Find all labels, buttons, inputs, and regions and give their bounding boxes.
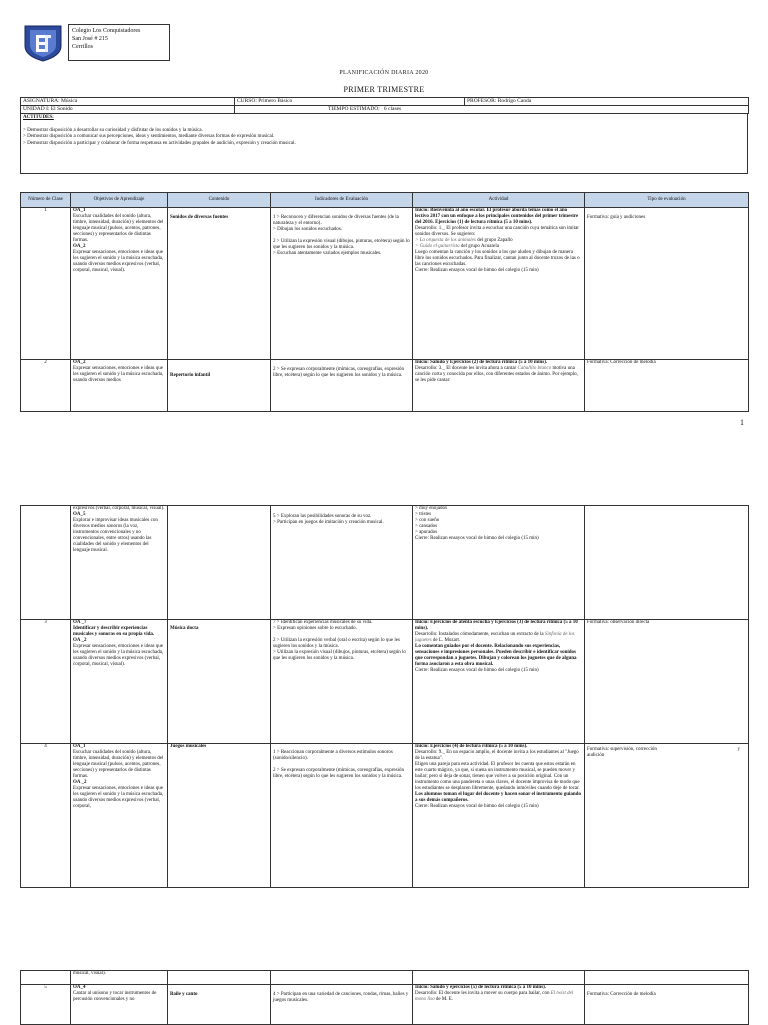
indicador: 1 > Reaccionan corporalmente a diversos estímulos sonoros (sonido/silencio). — [273, 750, 393, 761]
contenido-cell — [168, 971, 271, 985]
plan-title: PLANIFICACIÓN DIARIA 2020 — [339, 70, 429, 76]
oa-text: Explorar e improvisar ideas musicales con diversos medios sonoros (la voz, instrumentos convencionales y no convencionales, entre otros) usando las cualidades del sonido y elementos del lenguaje musical. — [73, 518, 158, 553]
school-name: Colegio Los Conquistadores — [72, 28, 141, 34]
actitud-2: > Demostrar disposición a comunicar sus percepciones, ideas y sentimientos, mediante diversas formas de expresión musical. — [23, 134, 275, 139]
tipo-text: audición — [587, 753, 605, 758]
oa-text: Expresar sensaciones, emociones e ideas que les sugieren el sonido y la música escuchada, usando diversos medios expresivos (verbal, corporal, — [73, 786, 164, 809]
indicador: > Dibujan los sonidos escuchados. — [273, 227, 343, 232]
asignatura-cell: ASIGNATURA: Música — [21, 98, 235, 106]
list-item: > apurados — [415, 530, 438, 535]
oa-code: OA_2 — [73, 360, 86, 365]
act-body-bold: Los alumnos toman el lugar del docente y hacen sonar el instrumento guiando a sus demás compañeros. — [415, 792, 581, 803]
actividad-cell — [413, 744, 585, 888]
tipo-cell: Formativa: Corrección de melodía — [585, 985, 749, 1025]
act-inicio: Inicio: Ejercicios de atenta escucha y Ejercicios (3) de lectura rítmica (5 a 10 mins). — [415, 620, 578, 631]
actitud-3: > Demostrar disposición a participar y colaborar de forma respetuosa en actividades grupales de audición, expresión y creación musical. — [23, 140, 296, 146]
oa-text: Expresar sensaciones, emociones e ideas que les sugieren el sonido y la música escuchada, usando diversos medios expresivos (verbal, corporal, musical, visual). — [73, 644, 164, 667]
act-body: Lo comentan guiados por el docente. Relacionando sus experiencias, sensaciones e impresiones personales. Pueden describir e identificar sonidos que correspondan a juguetes. Dibujan y colorean los juguetes que de alguna forma asociaron a esta obra musical. — [415, 644, 577, 667]
list-item: > cansados — [415, 524, 438, 529]
indicador: > Participan en juegos de imitación y creación musical. — [273, 520, 384, 525]
indicadores-cell — [271, 208, 413, 360]
tipo-cell: Formativa: Corrección de melodía — [585, 360, 749, 412]
objetivos-cell — [71, 208, 168, 360]
planning-table-part-1 — [20, 192, 749, 412]
table-row — [21, 985, 749, 1025]
tiempo-label: TIEMPO ESTIMADO: — [328, 106, 380, 112]
act-cierre: Cierre: Realizan ensayos vocal de himno del colegio (15 min) — [415, 536, 539, 541]
school-address: San José # 215 — [72, 36, 108, 42]
objetivos-cell — [71, 360, 168, 412]
oa-code: OA _2 — [73, 638, 87, 643]
indicadores-cell — [271, 744, 413, 888]
header-indicadores: Indicadores de Evaluación — [271, 193, 413, 208]
page-number: 1 — [740, 418, 744, 427]
table-row — [21, 360, 749, 412]
act-inicio: Inicio: Saludo y ejercicios (5) de lectura rítmica (5 a 10 mins). — [415, 985, 546, 990]
oa-text: Identificar y describir experiencias musicales y sonoras en su propia vida. — [73, 626, 155, 637]
act-desarrollo: Desarrollo: Instalados cómodamente, escuchan un extracto de la — [415, 632, 544, 637]
tipo-text: Formativa: supervisión, corrección — [587, 747, 657, 752]
table-row — [21, 744, 749, 888]
tipo-cell: Formativa: observación directa — [585, 620, 749, 744]
indicadores-cell — [271, 506, 413, 620]
oa-text: Cantar al unísono y tocar instrumentos de percusión convencionales y no — [73, 991, 157, 1002]
song-tail: motiva una canción corta y conocida por ellos, con diferentes estados de ánimo. Por ejemplo, se les pide cantar: — [415, 366, 578, 383]
tiempo-cell — [235, 106, 749, 114]
oa-text: expresivos (verbal, corporal, musical, visual). — [73, 506, 165, 511]
actitudes-box — [20, 114, 748, 174]
act-body: Luego comentan la canción y los sonidos a los que aluden y dibujan de manera libre los sonidos escuchados. Para finalizar, cantan junto al docente trozos de las o las canciones escuchadas. — [415, 250, 580, 267]
oa-text: Expresar sensaciones, emociones e ideas que les sugieren el sonido y la música escuchada, usando diversos medios — [73, 366, 164, 383]
contenido-cell: Música docta — [168, 620, 271, 744]
oa-text: Expresar sensaciones, emociones e ideas que les sugieren el sonido y la música escuchada, usando diversos medios expresivos (verbal, corporal, musical, visual). — [73, 250, 164, 273]
contenido-cell: Baile y canto — [168, 985, 271, 1025]
act-desarrollo: Desarrollo: El docente les invita a mover su cuerpo para bailar, con — [415, 991, 550, 996]
class-number: 5 — [21, 985, 71, 1025]
oa-code: OA _7 — [73, 620, 87, 625]
indicadores-cell: 2 > Se expresan corporalmente (mímicas, coreografías, expresión libre, etcétera) según lo que les sugieren los sonidos y la música. — [271, 360, 413, 412]
planning-table-part-3 — [20, 970, 749, 1025]
indicador: 7 > Identifican experiencias musicales de su vida. — [273, 620, 373, 625]
objetivos-cell — [71, 620, 168, 744]
header-tipo: Tipo de evaluación — [585, 193, 749, 208]
indicador: > Escuchan atentamente variados ejemplos musicales. — [273, 251, 382, 256]
song-title: > La orquesta de los animales — [415, 238, 476, 243]
list-item: > con sueño — [415, 518, 440, 523]
contenido-cell: Repertorio infantil — [168, 360, 271, 412]
act-desarrollo: Desarrollo: 9._ En un espacio amplio, el docente invita a los estudiantes al "Juego de la estatua". — [415, 750, 579, 761]
school-info-box — [68, 24, 170, 61]
oa-text: Escuchar cualidades del sonido (altura, timbre, intensidad, duración) y elementos del lenguaje musical (pulsos, acentos, patrones, secciones) y representarlos de distintas formas. — [73, 214, 164, 243]
indicadores-cell: 4 > Participan en una variedad de canciones, rondas, rimas, bailes y juegos musicales. — [271, 985, 413, 1025]
tipo-cell — [585, 971, 749, 985]
header-actividad: Actividad — [413, 193, 585, 208]
contenido-cell: Sonidos de diversas fuentes — [168, 208, 271, 360]
song-title: Sinfonía de los juguetes — [415, 632, 575, 643]
curso-cell: CURSO: Primero Básico — [235, 98, 465, 106]
indicadores-cell — [271, 971, 413, 985]
table-row — [21, 506, 749, 620]
actividad-cell — [413, 360, 585, 412]
indicador: 5 > Exploran las posibilidades sonoras de su voz. — [273, 514, 372, 519]
school-city: Cerrillos — [72, 44, 93, 50]
song-tail: del grupo Zapallo — [477, 238, 513, 243]
tipo-cell — [585, 506, 749, 620]
indicador: > Expresan opiniones sobre lo escuchado. — [273, 626, 357, 631]
oa-code: OA_5 — [73, 512, 86, 517]
oa-code: OA_1 — [73, 208, 86, 213]
song-title: El twist del mono liso — [415, 991, 574, 1002]
actitud-1: > Demostrar disposición a desarrollar su curiosidad y disfrutar de los sonidos y la música. — [23, 127, 203, 133]
header-numero: Número de Clase — [21, 193, 71, 208]
act-cierre: Cierre: Realizan ensayos vocal de himno del colegio (15 min) — [415, 668, 539, 673]
song-tail: del grupo Acuarela — [460, 244, 499, 249]
info-table — [20, 97, 749, 114]
table-row — [21, 620, 749, 744]
act-body: Eligen una pareja para esta actividad. El profesor les cuenta que estos estarán en este cuarto mágico, ya que, si suena un instrumento musical, se pueden mover y bailar; pero si deja de sonar, tienen que volver a su posición original. Con un instrumento como una pandereta o unas claves, el docente improvisa de modo que los estudiantes se desplacen libremente, quedando inmóviles cuando deje de tocar. — [415, 762, 580, 791]
act-cierre: Cierre: Realizan ensayos vocal de himno del colegio (15 min) — [415, 804, 539, 809]
tipo-y: y — [737, 747, 740, 752]
song-tail: de M. E. — [435, 997, 454, 1002]
oa-code: OA _2 — [73, 780, 87, 785]
indicadores-cell — [271, 620, 413, 744]
class-number: 1 — [21, 208, 71, 360]
list-item: > muy enojados — [415, 506, 447, 511]
objetivos-cell — [71, 744, 168, 888]
school-logo — [23, 24, 63, 62]
contenido-cell: Juegos musicales — [168, 744, 271, 888]
oa-code: OA_4 — [73, 985, 86, 990]
class-number: 3 — [21, 620, 71, 744]
act-desarrollo: Desarrollo: 1._ El profesor invita a escuchar una canción cuya temática son imitar sonidos diversos. Se sugieren: — [415, 226, 579, 237]
contenido-cell — [168, 506, 271, 620]
table-row — [21, 208, 749, 360]
tipo-cell: Formativa: guía y audiciones — [585, 208, 749, 360]
oa-code: OA_2 — [73, 244, 86, 249]
profesor-cell: PROFESOR: Rodrigo Canda — [465, 98, 749, 106]
actividad-cell — [413, 620, 585, 744]
indicador: 1 > Reconocen y diferencian sonidos de diversas fuentes (de la naturaleza y el entorno). — [273, 215, 399, 226]
actividad-cell — [413, 208, 585, 360]
objetivos-cell: musical, visual). — [71, 971, 168, 985]
indicador: 2 > Se expresan corporalmente (mímicas, coreografías, expresión libre, etcétera) según lo que les sugieren los sonidos y la música. — [273, 768, 404, 779]
tiempo-value: 6 clases — [383, 106, 402, 112]
planning-table-part-2 — [20, 505, 749, 888]
indicador: 2 > Utilizan la expresión visual (dibujos, pinturas, etcétera) según lo que les sugieren los sonidos y la música. — [273, 239, 410, 250]
table-row — [21, 971, 749, 985]
unidad-cell: UNIDAD I: El Sonido — [21, 106, 235, 114]
act-inicio: Inicio: Bienvenida al año escolar. El profesor aborda temas como el año lectivo 2017 con un enfoque a los principales contenidos del primer trimestre del 2016. Ejercicios (1) de lectura rítmica (5 a 10 mins). — [415, 208, 579, 225]
header-objetivos: Objetivos de Aprendizaje — [71, 193, 168, 208]
trimester-title: PRIMER TRIMESTRE — [343, 85, 425, 94]
song-tail: de L. Mozart. — [432, 638, 461, 643]
tipo-cell — [585, 744, 749, 888]
list-item: > tristes — [415, 512, 432, 517]
class-number — [21, 506, 71, 620]
class-number: 4 — [21, 744, 71, 888]
actividad-cell — [413, 985, 585, 1025]
actitudes-label: ACTITUDES: — [23, 115, 54, 120]
indicador: > Utilizan la expresión visual (dibujos, pinturas, etcétera) según lo que les sugieren los sonidos y la música. — [273, 650, 406, 661]
class-number: 2 — [21, 360, 71, 412]
act-inicio: Inicio: Ejercicios (4) de lectura rítmica (5 a 10 mins). — [415, 744, 528, 749]
actividad-cell — [413, 971, 585, 985]
indicador: 2 > Utilizan la expresión verbal (oral o escrita) según lo que les sugieren los sonidos y la música. — [273, 638, 400, 649]
actividad-cell — [413, 506, 585, 620]
class-number — [21, 971, 71, 985]
song-title: Caballito blanco — [517, 366, 552, 371]
oa-text: Escuchar cualidades del sonido (altura, timbre, intensidad, duración) y elementos del lenguaje musical (pulsos, acentos, patrones, secciones) y representarlos de distintas formas. — [73, 750, 164, 779]
objetivos-cell — [71, 985, 168, 1025]
objetivos-cell — [71, 506, 168, 620]
act-inicio: Inicio: Saludo y Ejercicios (2) de lectura rítmica (5 a 10 mins). — [415, 360, 548, 365]
act-desarrollo: Desarrollo: 3._ El docente les invita ahora a cantar — [415, 366, 517, 371]
oa-code: OA_1 — [73, 744, 86, 749]
act-cierre: Cierre: Realizan ensayos vocal de himno del colegio (15 min) — [415, 268, 539, 273]
song-title: > Guido el guitarrista — [415, 244, 460, 249]
header-contenido: Contenido — [168, 193, 271, 208]
